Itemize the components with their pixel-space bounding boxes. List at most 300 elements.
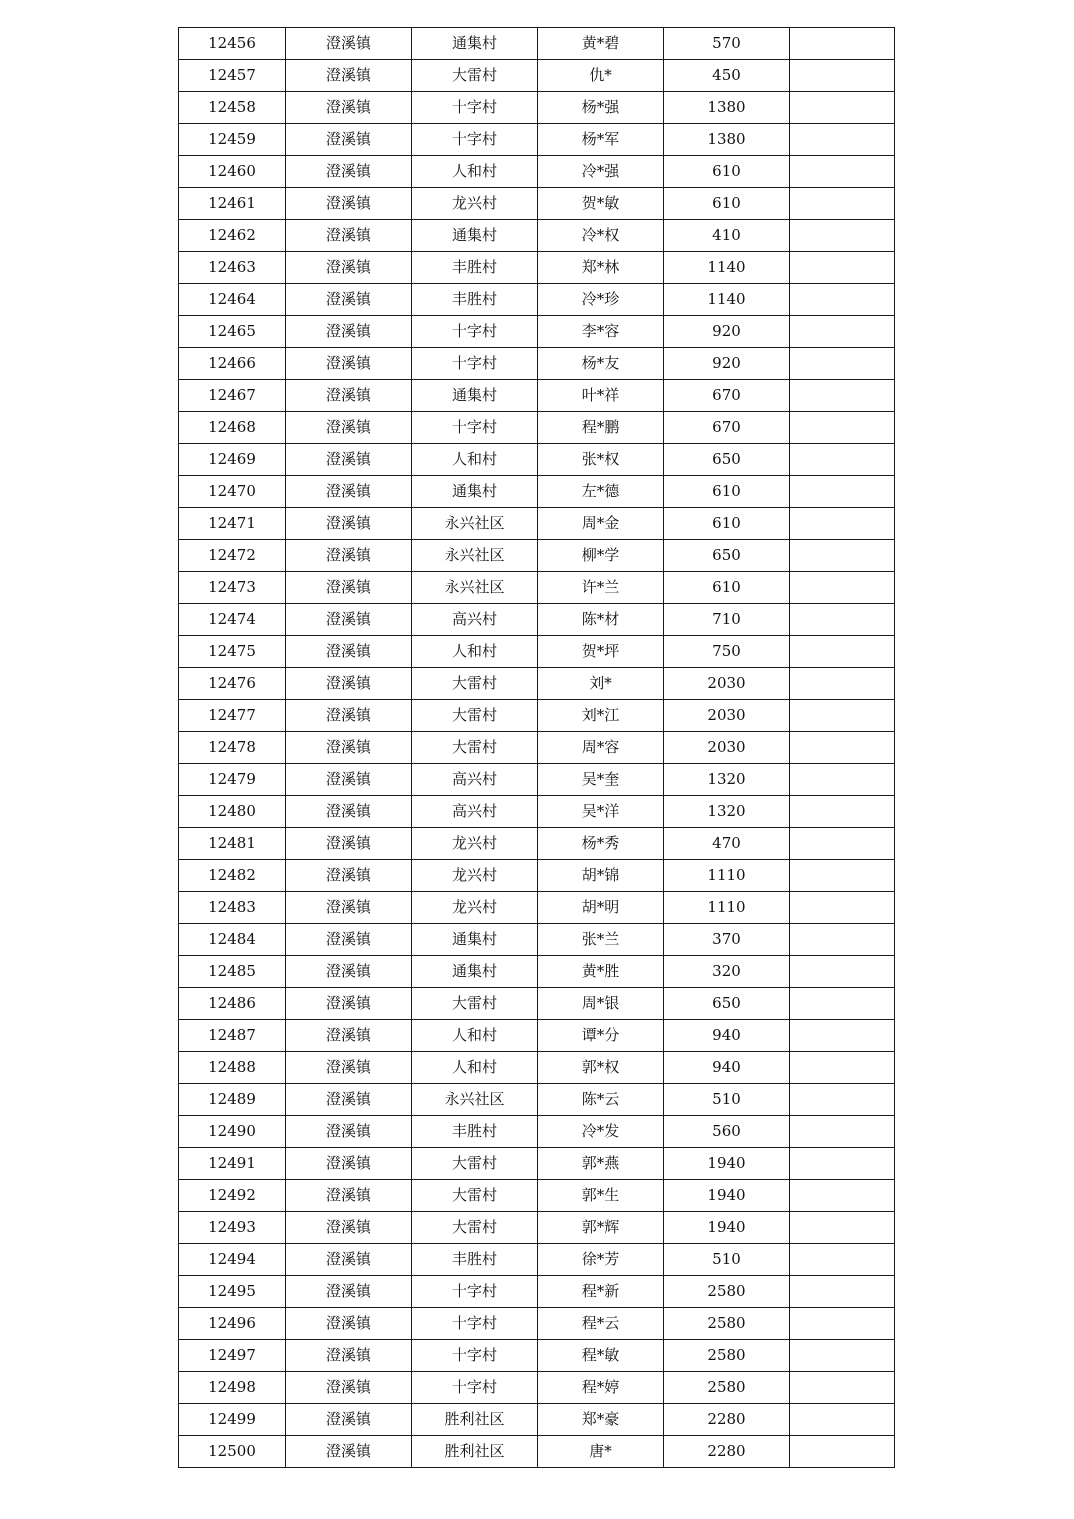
note-cell	[790, 700, 895, 732]
table-row	[179, 252, 895, 284]
serial-number-cell: 12494	[179, 1244, 286, 1276]
village-cell: 高兴村	[412, 604, 538, 636]
note-cell	[790, 860, 895, 892]
name-cell: 吴*洋	[538, 796, 664, 828]
amount-cell: 450	[664, 60, 790, 92]
amount-cell: 1320	[664, 764, 790, 796]
village-cell: 大雷村	[412, 988, 538, 1020]
town-cell: 澄溪镇	[286, 156, 412, 188]
serial-number-cell: 12484	[179, 924, 286, 956]
town-cell: 澄溪镇	[286, 188, 412, 220]
village-cell: 大雷村	[412, 1180, 538, 1212]
name-cell: 杨*强	[538, 92, 664, 124]
note-cell	[790, 60, 895, 92]
serial-number-cell: 12489	[179, 1084, 286, 1116]
village-cell: 通集村	[412, 380, 538, 412]
table-row	[179, 1276, 895, 1308]
table-row	[179, 796, 895, 828]
table-row	[179, 316, 895, 348]
town-cell: 澄溪镇	[286, 1084, 412, 1116]
serial-number-cell: 12497	[179, 1340, 286, 1372]
serial-number-cell: 12458	[179, 92, 286, 124]
name-cell: 周*金	[538, 508, 664, 540]
village-cell: 高兴村	[412, 796, 538, 828]
town-cell: 澄溪镇	[286, 636, 412, 668]
note-cell	[790, 156, 895, 188]
name-cell: 张*兰	[538, 924, 664, 956]
name-cell: 程*新	[538, 1276, 664, 1308]
amount-cell: 1110	[664, 860, 790, 892]
amount-cell: 940	[664, 1052, 790, 1084]
serial-number-cell: 12472	[179, 540, 286, 572]
amount-cell: 2580	[664, 1372, 790, 1404]
note-cell	[790, 892, 895, 924]
note-cell	[790, 540, 895, 572]
note-cell	[790, 28, 895, 60]
village-cell: 人和村	[412, 1052, 538, 1084]
table-row	[179, 636, 895, 668]
name-cell: 吴*奎	[538, 764, 664, 796]
amount-cell: 2580	[664, 1340, 790, 1372]
town-cell: 澄溪镇	[286, 28, 412, 60]
village-cell: 丰胜村	[412, 284, 538, 316]
amount-cell: 2580	[664, 1308, 790, 1340]
village-cell: 十字村	[412, 316, 538, 348]
village-cell: 大雷村	[412, 732, 538, 764]
amount-cell: 2280	[664, 1404, 790, 1436]
note-cell	[790, 476, 895, 508]
amount-cell: 1380	[664, 124, 790, 156]
village-cell: 十字村	[412, 1340, 538, 1372]
table-row	[179, 924, 895, 956]
note-cell	[790, 1020, 895, 1052]
note-cell	[790, 1244, 895, 1276]
table-row	[179, 1244, 895, 1276]
village-cell: 十字村	[412, 348, 538, 380]
note-cell	[790, 348, 895, 380]
name-cell: 左*德	[538, 476, 664, 508]
table-row	[179, 860, 895, 892]
table-row	[179, 1340, 895, 1372]
note-cell	[790, 1116, 895, 1148]
village-cell: 丰胜村	[412, 1244, 538, 1276]
table-row	[179, 1372, 895, 1404]
town-cell: 澄溪镇	[286, 124, 412, 156]
village-cell: 大雷村	[412, 700, 538, 732]
village-cell: 十字村	[412, 1372, 538, 1404]
town-cell: 澄溪镇	[286, 1180, 412, 1212]
name-cell: 郑*林	[538, 252, 664, 284]
village-cell: 丰胜村	[412, 252, 538, 284]
name-cell: 郭*生	[538, 1180, 664, 1212]
amount-cell: 920	[664, 316, 790, 348]
table-row	[179, 1404, 895, 1436]
note-cell	[790, 252, 895, 284]
amount-cell: 1940	[664, 1212, 790, 1244]
amount-cell: 370	[664, 924, 790, 956]
village-cell: 高兴村	[412, 764, 538, 796]
town-cell: 澄溪镇	[286, 764, 412, 796]
table-row	[179, 60, 895, 92]
town-cell: 澄溪镇	[286, 92, 412, 124]
table-row	[179, 700, 895, 732]
note-cell	[790, 1148, 895, 1180]
serial-number-cell: 12493	[179, 1212, 286, 1244]
name-cell: 许*兰	[538, 572, 664, 604]
note-cell	[790, 1404, 895, 1436]
town-cell: 澄溪镇	[286, 1116, 412, 1148]
town-cell: 澄溪镇	[286, 668, 412, 700]
serial-number-cell: 12466	[179, 348, 286, 380]
name-cell: 冷*强	[538, 156, 664, 188]
name-cell: 程*敏	[538, 1340, 664, 1372]
town-cell: 澄溪镇	[286, 988, 412, 1020]
town-cell: 澄溪镇	[286, 316, 412, 348]
village-cell: 十字村	[412, 1308, 538, 1340]
name-cell: 张*权	[538, 444, 664, 476]
table-row	[179, 1212, 895, 1244]
note-cell	[790, 668, 895, 700]
town-cell: 澄溪镇	[286, 1212, 412, 1244]
name-cell: 刘*	[538, 668, 664, 700]
name-cell: 陈*云	[538, 1084, 664, 1116]
amount-cell: 610	[664, 476, 790, 508]
town-cell: 澄溪镇	[286, 924, 412, 956]
village-cell: 永兴社区	[412, 1084, 538, 1116]
serial-number-cell: 12495	[179, 1276, 286, 1308]
town-cell: 澄溪镇	[286, 1020, 412, 1052]
table-row	[179, 1052, 895, 1084]
serial-number-cell: 12499	[179, 1404, 286, 1436]
town-cell: 澄溪镇	[286, 508, 412, 540]
village-cell: 十字村	[412, 412, 538, 444]
town-cell: 澄溪镇	[286, 1148, 412, 1180]
town-cell: 澄溪镇	[286, 1308, 412, 1340]
amount-cell: 1110	[664, 892, 790, 924]
note-cell	[790, 1436, 895, 1468]
amount-cell: 610	[664, 156, 790, 188]
serial-number-cell: 12463	[179, 252, 286, 284]
village-cell: 通集村	[412, 956, 538, 988]
table-row	[179, 668, 895, 700]
village-cell: 人和村	[412, 636, 538, 668]
town-cell: 澄溪镇	[286, 1340, 412, 1372]
table-row	[179, 956, 895, 988]
town-cell: 澄溪镇	[286, 220, 412, 252]
name-cell: 郭*燕	[538, 1148, 664, 1180]
town-cell: 澄溪镇	[286, 252, 412, 284]
serial-number-cell: 12474	[179, 604, 286, 636]
note-cell	[790, 220, 895, 252]
table-row	[179, 1436, 895, 1468]
town-cell: 澄溪镇	[286, 1436, 412, 1468]
town-cell: 澄溪镇	[286, 956, 412, 988]
amount-cell: 2280	[664, 1436, 790, 1468]
name-cell: 刘*江	[538, 700, 664, 732]
village-cell: 大雷村	[412, 1212, 538, 1244]
amount-cell: 410	[664, 220, 790, 252]
amount-cell: 610	[664, 508, 790, 540]
records-table-body	[179, 28, 895, 1468]
name-cell: 柳*学	[538, 540, 664, 572]
town-cell: 澄溪镇	[286, 796, 412, 828]
town-cell: 澄溪镇	[286, 1276, 412, 1308]
name-cell: 杨*秀	[538, 828, 664, 860]
village-cell: 丰胜村	[412, 1116, 538, 1148]
table-row	[179, 220, 895, 252]
serial-number-cell: 12492	[179, 1180, 286, 1212]
note-cell	[790, 1276, 895, 1308]
serial-number-cell: 12469	[179, 444, 286, 476]
village-cell: 十字村	[412, 92, 538, 124]
serial-number-cell: 12491	[179, 1148, 286, 1180]
note-cell	[790, 124, 895, 156]
town-cell: 澄溪镇	[286, 732, 412, 764]
village-cell: 十字村	[412, 124, 538, 156]
table-row	[179, 28, 895, 60]
note-cell	[790, 92, 895, 124]
amount-cell: 2030	[664, 700, 790, 732]
note-cell	[790, 444, 895, 476]
table-row	[179, 476, 895, 508]
table-row	[179, 380, 895, 412]
serial-number-cell: 12500	[179, 1436, 286, 1468]
note-cell	[790, 1052, 895, 1084]
amount-cell: 510	[664, 1084, 790, 1116]
table-row	[179, 540, 895, 572]
name-cell: 谭*分	[538, 1020, 664, 1052]
name-cell: 仇*	[538, 60, 664, 92]
records-table	[178, 27, 895, 1468]
name-cell: 胡*明	[538, 892, 664, 924]
amount-cell: 1380	[664, 92, 790, 124]
amount-cell: 1940	[664, 1180, 790, 1212]
serial-number-cell: 12462	[179, 220, 286, 252]
village-cell: 龙兴村	[412, 892, 538, 924]
table-row	[179, 1308, 895, 1340]
serial-number-cell: 12460	[179, 156, 286, 188]
town-cell: 澄溪镇	[286, 604, 412, 636]
serial-number-cell: 12481	[179, 828, 286, 860]
town-cell: 澄溪镇	[286, 572, 412, 604]
amount-cell: 570	[664, 28, 790, 60]
amount-cell: 1320	[664, 796, 790, 828]
amount-cell: 2030	[664, 668, 790, 700]
name-cell: 冷*权	[538, 220, 664, 252]
serial-number-cell: 12465	[179, 316, 286, 348]
town-cell: 澄溪镇	[286, 1244, 412, 1276]
note-cell	[790, 604, 895, 636]
name-cell: 贺*敏	[538, 188, 664, 220]
serial-number-cell: 12488	[179, 1052, 286, 1084]
name-cell: 杨*军	[538, 124, 664, 156]
note-cell	[790, 1180, 895, 1212]
name-cell: 陈*材	[538, 604, 664, 636]
town-cell: 澄溪镇	[286, 412, 412, 444]
note-cell	[790, 828, 895, 860]
amount-cell: 670	[664, 412, 790, 444]
table-row	[179, 1180, 895, 1212]
name-cell: 周*银	[538, 988, 664, 1020]
serial-number-cell: 12486	[179, 988, 286, 1020]
name-cell: 郑*豪	[538, 1404, 664, 1436]
table-row	[179, 156, 895, 188]
table-row	[179, 764, 895, 796]
town-cell: 澄溪镇	[286, 348, 412, 380]
amount-cell: 940	[664, 1020, 790, 1052]
village-cell: 人和村	[412, 156, 538, 188]
village-cell: 龙兴村	[412, 188, 538, 220]
note-cell	[790, 924, 895, 956]
amount-cell: 510	[664, 1244, 790, 1276]
village-cell: 永兴社区	[412, 540, 538, 572]
town-cell: 澄溪镇	[286, 444, 412, 476]
village-cell: 大雷村	[412, 668, 538, 700]
note-cell	[790, 1084, 895, 1116]
amount-cell: 1140	[664, 252, 790, 284]
town-cell: 澄溪镇	[286, 476, 412, 508]
village-cell: 大雷村	[412, 1148, 538, 1180]
amount-cell: 920	[664, 348, 790, 380]
table-row	[179, 508, 895, 540]
town-cell: 澄溪镇	[286, 380, 412, 412]
name-cell: 李*容	[538, 316, 664, 348]
table-row	[179, 892, 895, 924]
village-cell: 人和村	[412, 1020, 538, 1052]
amount-cell: 670	[664, 380, 790, 412]
village-cell: 胜利社区	[412, 1436, 538, 1468]
table-row	[179, 1020, 895, 1052]
table-row	[179, 828, 895, 860]
name-cell: 郭*辉	[538, 1212, 664, 1244]
village-cell: 永兴社区	[412, 508, 538, 540]
serial-number-cell: 12470	[179, 476, 286, 508]
serial-number-cell: 12475	[179, 636, 286, 668]
name-cell: 徐*芳	[538, 1244, 664, 1276]
table-row	[179, 1116, 895, 1148]
table-row	[179, 92, 895, 124]
amount-cell: 610	[664, 572, 790, 604]
note-cell	[790, 636, 895, 668]
serial-number-cell: 12490	[179, 1116, 286, 1148]
table-row	[179, 1148, 895, 1180]
serial-number-cell: 12457	[179, 60, 286, 92]
name-cell: 周*容	[538, 732, 664, 764]
name-cell: 郭*权	[538, 1052, 664, 1084]
town-cell: 澄溪镇	[286, 1404, 412, 1436]
village-cell: 通集村	[412, 476, 538, 508]
town-cell: 澄溪镇	[286, 700, 412, 732]
name-cell: 杨*友	[538, 348, 664, 380]
note-cell	[790, 380, 895, 412]
serial-number-cell: 12456	[179, 28, 286, 60]
serial-number-cell: 12461	[179, 188, 286, 220]
village-cell: 十字村	[412, 1276, 538, 1308]
serial-number-cell: 12487	[179, 1020, 286, 1052]
serial-number-cell: 12464	[179, 284, 286, 316]
note-cell	[790, 764, 895, 796]
table-row	[179, 572, 895, 604]
table-row	[179, 988, 895, 1020]
serial-number-cell: 12476	[179, 668, 286, 700]
serial-number-cell: 12482	[179, 860, 286, 892]
note-cell	[790, 316, 895, 348]
name-cell: 贺*坪	[538, 636, 664, 668]
amount-cell: 750	[664, 636, 790, 668]
note-cell	[790, 956, 895, 988]
amount-cell: 2580	[664, 1276, 790, 1308]
serial-number-cell: 12483	[179, 892, 286, 924]
serial-number-cell: 12479	[179, 764, 286, 796]
table-row	[179, 188, 895, 220]
amount-cell: 2030	[664, 732, 790, 764]
note-cell	[790, 188, 895, 220]
table-row	[179, 1084, 895, 1116]
name-cell: 程*云	[538, 1308, 664, 1340]
note-cell	[790, 988, 895, 1020]
amount-cell: 470	[664, 828, 790, 860]
serial-number-cell: 12459	[179, 124, 286, 156]
note-cell	[790, 572, 895, 604]
village-cell: 通集村	[412, 220, 538, 252]
note-cell	[790, 508, 895, 540]
name-cell: 程*鹏	[538, 412, 664, 444]
village-cell: 龙兴村	[412, 828, 538, 860]
serial-number-cell: 12471	[179, 508, 286, 540]
serial-number-cell: 12485	[179, 956, 286, 988]
village-cell: 龙兴村	[412, 860, 538, 892]
table-row	[179, 284, 895, 316]
amount-cell: 320	[664, 956, 790, 988]
name-cell: 黄*碧	[538, 28, 664, 60]
town-cell: 澄溪镇	[286, 860, 412, 892]
amount-cell: 610	[664, 188, 790, 220]
note-cell	[790, 1308, 895, 1340]
amount-cell: 650	[664, 540, 790, 572]
name-cell: 程*婷	[538, 1372, 664, 1404]
serial-number-cell: 12480	[179, 796, 286, 828]
name-cell: 唐*	[538, 1436, 664, 1468]
note-cell	[790, 284, 895, 316]
village-cell: 人和村	[412, 444, 538, 476]
table-row	[179, 124, 895, 156]
table-row	[179, 412, 895, 444]
town-cell: 澄溪镇	[286, 828, 412, 860]
serial-number-cell: 12498	[179, 1372, 286, 1404]
village-cell: 大雷村	[412, 60, 538, 92]
amount-cell: 650	[664, 444, 790, 476]
table-row	[179, 348, 895, 380]
amount-cell: 650	[664, 988, 790, 1020]
name-cell: 胡*锦	[538, 860, 664, 892]
name-cell: 冷*发	[538, 1116, 664, 1148]
serial-number-cell: 12477	[179, 700, 286, 732]
village-cell: 永兴社区	[412, 572, 538, 604]
town-cell: 澄溪镇	[286, 284, 412, 316]
village-cell: 通集村	[412, 28, 538, 60]
name-cell: 叶*祥	[538, 380, 664, 412]
note-cell	[790, 732, 895, 764]
note-cell	[790, 1212, 895, 1244]
serial-number-cell: 12478	[179, 732, 286, 764]
table-row	[179, 444, 895, 476]
town-cell: 澄溪镇	[286, 540, 412, 572]
serial-number-cell: 12473	[179, 572, 286, 604]
name-cell: 黄*胜	[538, 956, 664, 988]
town-cell: 澄溪镇	[286, 60, 412, 92]
serial-number-cell: 12467	[179, 380, 286, 412]
serial-number-cell: 12496	[179, 1308, 286, 1340]
